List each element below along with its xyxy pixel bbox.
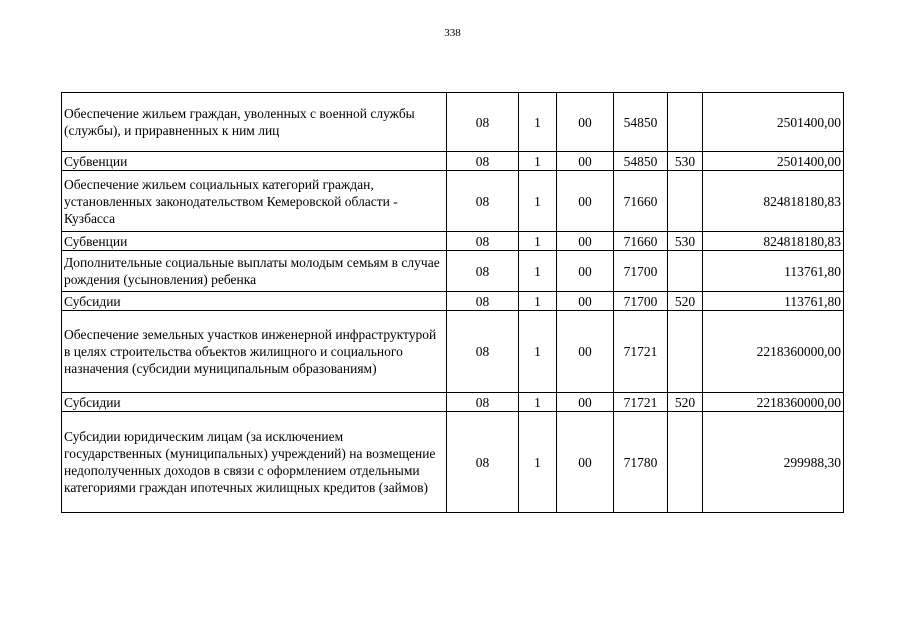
row-type: 530 [668, 152, 703, 171]
row-type [668, 412, 703, 513]
row-program: 1 [519, 171, 557, 232]
row-amount: 2218360000,00 [703, 393, 844, 412]
row-program: 1 [519, 152, 557, 171]
row-code: 54850 [614, 152, 668, 171]
row-code: 71721 [614, 393, 668, 412]
table-row [62, 311, 844, 393]
row-type: 520 [668, 393, 703, 412]
table-row [62, 412, 844, 513]
row-amount: 2218360000,00 [703, 311, 844, 393]
table-row [62, 232, 844, 251]
row-name: Субвенции [62, 232, 447, 251]
row-name: Субсидии [62, 393, 447, 412]
table-row [62, 171, 844, 232]
row-program: 1 [519, 412, 557, 513]
row-subprogram: 00 [557, 393, 614, 412]
row-subprogram: 00 [557, 292, 614, 311]
row-subprogram: 00 [557, 171, 614, 232]
row-type [668, 93, 703, 152]
row-subprogram: 00 [557, 93, 614, 152]
row-name: Обеспечение жильем социальных категорий граждан, установленных законодательством Кемеровской области - Кузбасса [62, 171, 447, 232]
row-amount: 113761,80 [703, 251, 844, 292]
row-amount: 2501400,00 [703, 152, 844, 171]
row-section: 08 [447, 311, 519, 393]
row-code: 71660 [614, 232, 668, 251]
row-code: 54850 [614, 93, 668, 152]
row-amount: 299988,30 [703, 412, 844, 513]
row-name: Субсидии [62, 292, 447, 311]
row-amount: 824818180,83 [703, 232, 844, 251]
row-name: Обеспечение земельных участков инженерной инфраструктурой в целях строительства объектов жилищного и социального назначения (субсидии муниципальным образованиям) [62, 311, 447, 393]
row-code: 71721 [614, 311, 668, 393]
row-section: 08 [447, 171, 519, 232]
row-section: 08 [447, 232, 519, 251]
row-section: 08 [447, 412, 519, 513]
row-section: 08 [447, 152, 519, 171]
row-name: Субсидии юридическим лицам (за исключением государственных (муниципальных) учреждений) на возмещение недополученных доходов в связи с оформлением отдельными категориями граждан ипотечных жилищных кредитов (займов) [62, 412, 447, 513]
budget-table [61, 92, 844, 513]
table-row [62, 251, 844, 292]
row-name: Дополнительные социальные выплаты молодым семьям в случае рождения (усыновления) ребенка [62, 251, 447, 292]
table-row [62, 152, 844, 171]
row-amount: 824818180,83 [703, 171, 844, 232]
row-program: 1 [519, 93, 557, 152]
row-section: 08 [447, 93, 519, 152]
row-type: 520 [668, 292, 703, 311]
row-program: 1 [519, 251, 557, 292]
table-row [62, 93, 844, 152]
row-section: 08 [447, 251, 519, 292]
row-subprogram: 00 [557, 251, 614, 292]
row-subprogram: 00 [557, 232, 614, 251]
row-amount: 113761,80 [703, 292, 844, 311]
row-code: 71660 [614, 171, 668, 232]
row-type [668, 171, 703, 232]
row-type [668, 311, 703, 393]
row-section: 08 [447, 292, 519, 311]
row-type [668, 251, 703, 292]
row-program: 1 [519, 292, 557, 311]
row-code: 71700 [614, 251, 668, 292]
row-name: Обеспечение жильем граждан, уволенных с военной службы (службы), и приравненных к ним лиц [62, 93, 447, 152]
row-code: 71780 [614, 412, 668, 513]
row-type: 530 [668, 232, 703, 251]
row-subprogram: 00 [557, 152, 614, 171]
row-subprogram: 00 [557, 311, 614, 393]
table-row [62, 292, 844, 311]
row-subprogram: 00 [557, 412, 614, 513]
row-program: 1 [519, 393, 557, 412]
table-row [62, 393, 844, 412]
row-amount: 2501400,00 [703, 93, 844, 152]
page-number: 338 [444, 27, 461, 39]
row-program: 1 [519, 232, 557, 251]
row-program: 1 [519, 311, 557, 393]
row-code: 71700 [614, 292, 668, 311]
row-name: Субвенции [62, 152, 447, 171]
row-section: 08 [447, 393, 519, 412]
